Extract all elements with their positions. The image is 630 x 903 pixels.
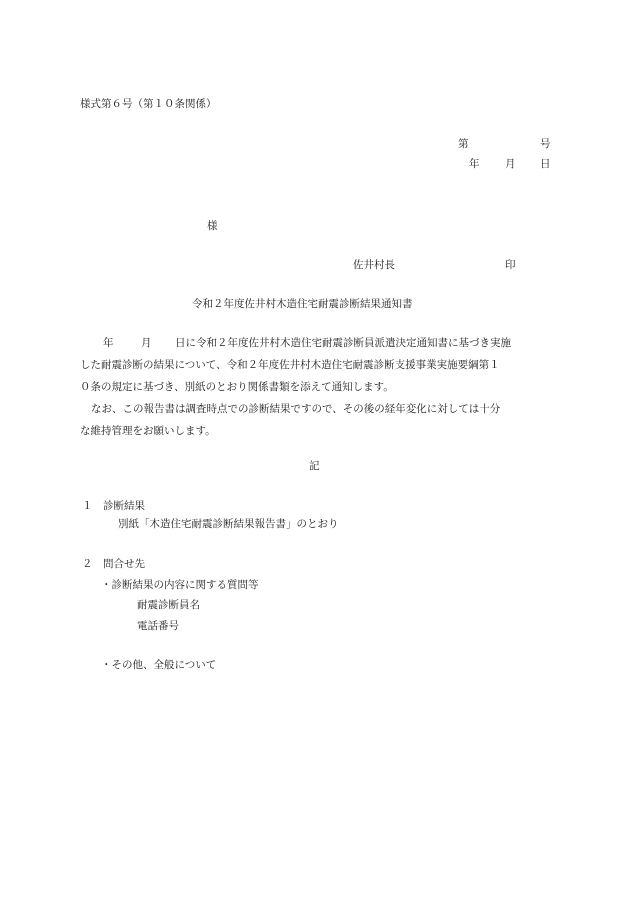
sender-seal: 印	[505, 259, 516, 271]
body-paragraph-1	[80, 332, 554, 398]
paragraph-1-line-3: ０条の規定に基づき、別紙のとおり関係書類を添えて通知します。	[80, 381, 394, 393]
paragraph-2-line-1: なお、この報告書は調査時点での診断結果ですので、その後の経年変化に対しては十分	[91, 403, 501, 415]
date-year: 年	[469, 158, 480, 170]
section-2-item-2: ・その他、全般について	[101, 659, 217, 671]
section-1-number: １	[82, 500, 93, 512]
addressee-honorific: 様	[207, 220, 218, 232]
section-2-item-1-sub-1: 耐震診断員名	[137, 599, 200, 611]
ki-marker: 記	[309, 460, 320, 472]
document-number-suffix: 号	[540, 138, 551, 150]
date-month: 月	[505, 158, 516, 170]
section-2-item-1: ・診断結果の内容に関する質問等	[101, 579, 259, 591]
section-1-heading: 診断結果	[103, 500, 145, 512]
document-number-prefix: 第	[458, 138, 469, 150]
body-date-month: 月	[141, 337, 152, 349]
sender-name: 佐井村長	[353, 259, 395, 271]
body-date-year: 年	[103, 337, 114, 349]
paragraph-1-line-1: 日に令和２年度佐井村木造住宅耐震診断員派遣決定通知書に基づき実施	[175, 337, 511, 349]
form-label: 様式第６号（第１０条関係）	[80, 98, 217, 110]
date-day: 日	[540, 158, 551, 170]
section-1-detail: 別紙「木造住宅耐震診断結果報告書」のとおり	[118, 518, 339, 530]
paragraph-2-line-2: な維持管理をお願いします。	[80, 425, 216, 437]
section-2-item-1-sub-2: 電話番号	[137, 620, 179, 632]
section-2-heading: 問合せ先	[103, 558, 145, 570]
body-paragraph-2	[80, 398, 554, 442]
paragraph-1-line-2: した耐震診断の結果について、令和２年度佐井村木造住宅耐震診断支援事業実施要綱第１	[80, 359, 500, 371]
document-title: 令和２年度佐井村木造住宅耐震診断結果通知書	[192, 298, 413, 310]
section-2-number: ２	[82, 558, 93, 570]
